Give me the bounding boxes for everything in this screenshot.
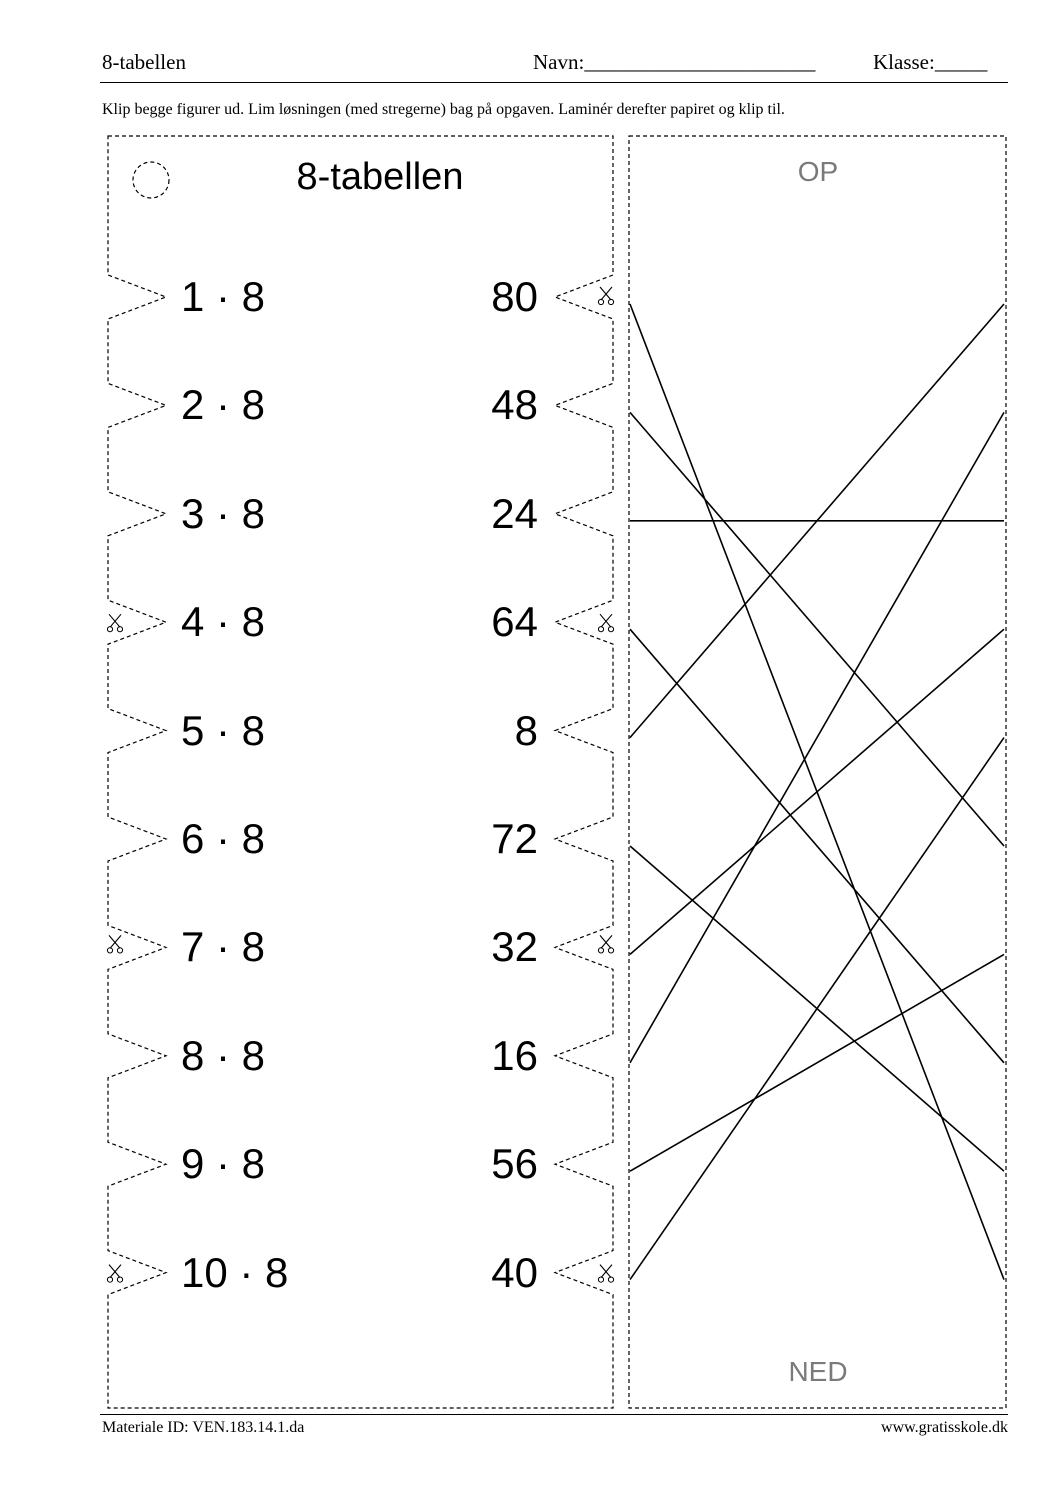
scissors-icon: [598, 935, 613, 953]
scissors-icon: [107, 614, 122, 632]
question-1: 1 · 8: [181, 273, 266, 320]
solution-line-9: [630, 954, 1004, 1171]
answer-10: 40: [491, 1248, 538, 1296]
scissors-icon: [598, 1265, 613, 1283]
answer-3: 24: [491, 489, 538, 537]
solution-card-cut-outline: [629, 136, 1006, 1408]
task-card-cut-outline: [108, 136, 613, 1408]
solution-bottom-label: NED: [788, 1356, 848, 1387]
solution-line-8: [630, 412, 1004, 1062]
answer-1: 80: [491, 273, 538, 320]
class-field-label: Klasse:_____: [873, 50, 988, 74]
question-10: 10 · 8: [181, 1248, 289, 1296]
solution-line-10: [630, 738, 1004, 1280]
answer-5: 8: [514, 706, 538, 754]
question-9: 9 · 8: [181, 1140, 266, 1188]
scissors-icon: [107, 935, 122, 953]
website: www.gratisskole.dk: [881, 1419, 1008, 1436]
name-field-label: Navn:______________________: [533, 50, 816, 74]
scissors-icons: [107, 287, 613, 1282]
instruction-text: Klip begge figurer ud. Lim løsningen (med stregerne) bag på opgaven. Laminér derefter papiret og klip til.: [102, 101, 785, 118]
material-id: Materiale ID: VEN.183.14.1.da: [102, 1419, 305, 1436]
answer-2: 48: [491, 381, 538, 429]
solution-line-7: [630, 629, 1004, 954]
answer-6: 72: [491, 815, 538, 862]
punch-hole-circle: [133, 162, 169, 198]
question-7: 7 · 8: [181, 923, 266, 971]
solution-line-4: [630, 629, 1004, 1063]
answer-9: 56: [491, 1140, 538, 1188]
scissors-icon: [598, 614, 613, 632]
question-3: 3 · 8: [181, 489, 266, 537]
question-8: 8 · 8: [181, 1031, 266, 1079]
scissors-icon: [598, 287, 613, 305]
solution-top-label: OP: [797, 156, 839, 187]
footer-rule: [100, 1414, 1008, 1415]
card-title: 8-tabellen: [296, 156, 464, 198]
answer-7: 32: [491, 923, 538, 971]
question-4: 4 · 8: [181, 598, 266, 646]
header-title: 8-tabellen: [102, 50, 186, 74]
answer-8: 16: [491, 1031, 538, 1079]
question-5: 5 · 8: [181, 706, 266, 754]
solution-line-2: [630, 412, 1004, 846]
answer-4: 64: [491, 598, 538, 646]
question-6: 6 · 8: [181, 815, 266, 862]
scissors-icon: [107, 1265, 122, 1283]
question-2: 2 · 8: [181, 381, 266, 429]
